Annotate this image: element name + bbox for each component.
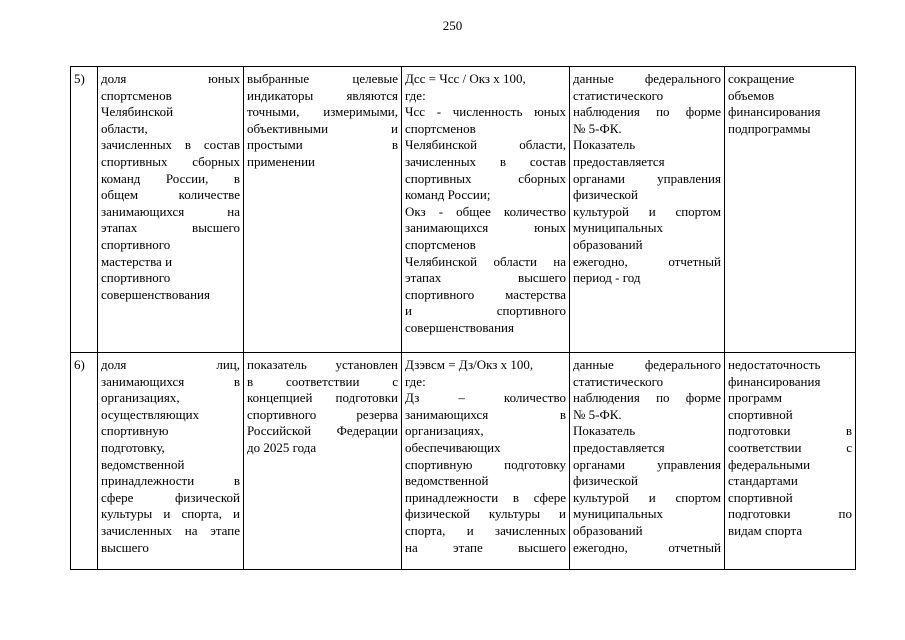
cell-line: Показатель bbox=[573, 137, 636, 153]
cell-line: спортивного резерва bbox=[247, 406, 398, 422]
source-cell bbox=[570, 353, 725, 570]
cell-line: стандартами bbox=[728, 473, 798, 489]
cell-line: подготовки в bbox=[728, 423, 852, 439]
cell-line: федеральными bbox=[728, 456, 811, 472]
cell-line: совершенствования bbox=[405, 319, 514, 335]
cell-line: Дсс = Чсс / Окз х 100, bbox=[405, 71, 526, 86]
cell-line: индикаторы являются bbox=[247, 87, 398, 103]
cell-line: до 2025 года bbox=[247, 439, 317, 455]
cell-line: физической bbox=[573, 187, 638, 203]
cell-line: доля лиц, bbox=[101, 357, 240, 372]
cell-line: образований bbox=[573, 522, 643, 538]
cell-line: зачисленных на этапе bbox=[101, 522, 240, 538]
cell-line: объективными и bbox=[247, 120, 398, 136]
table-row bbox=[71, 353, 856, 570]
cell-line: финансирования bbox=[728, 104, 821, 120]
row-number: 6) bbox=[71, 353, 98, 570]
cell-line: статистического bbox=[573, 87, 664, 103]
cell-line: соответствии с bbox=[728, 439, 852, 455]
cell-line: Челябинской bbox=[101, 104, 174, 120]
cell-line: предоставляется bbox=[573, 153, 665, 169]
cell-line: недостаточность bbox=[728, 357, 821, 372]
cell-line: выбранные целевые bbox=[247, 71, 398, 86]
cell-line: обеспечивающих bbox=[405, 439, 501, 455]
cell-line: общем количестве bbox=[101, 187, 240, 203]
cell-line: Окз - общее количество bbox=[405, 203, 566, 219]
cell-line: физической культуры и bbox=[405, 506, 566, 522]
cell-line: этапах высшего bbox=[101, 220, 240, 236]
indicator-cell bbox=[98, 67, 244, 353]
cell-line: этапах высшего bbox=[405, 270, 566, 286]
cell-line: принадлежности в сфере bbox=[405, 489, 566, 505]
cell-line: Челябинской области, bbox=[405, 137, 566, 153]
cell-line: где: bbox=[405, 87, 426, 103]
cell-line: команд России, в bbox=[101, 170, 240, 186]
cell-line: простыми в bbox=[247, 137, 398, 153]
cell-line: муниципальных bbox=[573, 220, 664, 236]
source-cell bbox=[570, 67, 725, 353]
cell-line: подготовку, bbox=[101, 439, 165, 455]
cell-line: Российской Федерации bbox=[247, 423, 398, 439]
cell-line: занимающихся юных bbox=[405, 220, 566, 236]
cell-line: программ bbox=[728, 390, 783, 406]
cell-line: принадлежности в bbox=[101, 473, 240, 489]
cell-line: спортивного bbox=[101, 270, 171, 286]
cell-line: финансирования bbox=[728, 373, 821, 389]
cell-line: занимающихся в bbox=[405, 406, 566, 422]
cell-line: период - год bbox=[573, 270, 641, 286]
cell-line: муниципальных bbox=[573, 506, 664, 522]
cell-line: сфере физической bbox=[101, 489, 240, 505]
cell-line: спортсменов bbox=[405, 120, 476, 136]
cell-line: команд России; bbox=[405, 187, 491, 203]
cell-line: ежегодно, отчетный bbox=[573, 253, 721, 269]
cell-line: подготовки по bbox=[728, 506, 852, 522]
cell-line: и спортивного bbox=[405, 303, 566, 319]
cell-line: культурой и спортом bbox=[573, 203, 721, 219]
row-number: 5) bbox=[71, 67, 98, 353]
indicators-table bbox=[70, 66, 856, 570]
cell-line: статистического bbox=[573, 373, 664, 389]
cell-line: органами управления bbox=[573, 456, 721, 472]
cell-line: мастерства и bbox=[101, 253, 173, 269]
cell-line: занимающихся в bbox=[101, 373, 240, 389]
cell-line: высшего bbox=[101, 539, 149, 555]
cell-line: организациях, bbox=[405, 423, 484, 439]
cell-line: данные федерального bbox=[573, 357, 721, 372]
cell-line: спорта, и зачисленных bbox=[405, 522, 566, 538]
rationale-cell bbox=[244, 353, 402, 570]
indicator-cell bbox=[98, 353, 244, 570]
cell-line: спортивных сборных bbox=[405, 170, 566, 186]
cell-line: где: bbox=[405, 373, 426, 389]
cell-line: подпрограммы bbox=[728, 120, 811, 136]
cell-line: наблюдения по форме bbox=[573, 390, 721, 406]
formula-cell bbox=[402, 67, 570, 353]
cell-line: Показатель bbox=[573, 423, 636, 439]
cell-line: физической bbox=[573, 473, 638, 489]
cell-line: спортивных сборных bbox=[101, 153, 240, 169]
cell-line: области, bbox=[101, 120, 148, 136]
cell-line: спортивного bbox=[101, 236, 171, 252]
cell-line: спортивную bbox=[101, 423, 169, 439]
risk-cell bbox=[725, 353, 856, 570]
cell-line: спортивную подготовку bbox=[405, 456, 566, 472]
cell-line: спортсменов bbox=[405, 236, 476, 252]
cell-line: образований bbox=[573, 236, 643, 252]
cell-line: занимающихся на bbox=[101, 203, 240, 219]
cell-line: ежегодно, отчетный bbox=[573, 539, 721, 555]
cell-line: в соответствии с bbox=[247, 373, 398, 389]
cell-line: сокращение bbox=[728, 71, 795, 86]
cell-line: Дзэвсм = Дз/Окз х 100, bbox=[405, 357, 534, 372]
cell-line: Чсс - численность юных bbox=[405, 104, 566, 120]
cell-line: Дз – количество bbox=[405, 390, 566, 406]
cell-line: концепцией подготовки bbox=[247, 390, 398, 406]
cell-line: видам спорта bbox=[728, 522, 803, 538]
cell-line: совершенствования bbox=[101, 286, 210, 302]
cell-line: объемов bbox=[728, 87, 775, 103]
cell-line: Челябинской области на bbox=[405, 253, 566, 269]
cell-line: спортивной bbox=[728, 489, 793, 505]
cell-line: ведомственной bbox=[101, 456, 185, 472]
cell-line: осуществляющих bbox=[101, 406, 200, 422]
cell-line: спортсменов bbox=[101, 87, 172, 103]
cell-line: показатель установлен bbox=[247, 357, 398, 372]
rationale-cell bbox=[244, 67, 402, 353]
cell-line: культуры и спорта, и bbox=[101, 506, 240, 522]
formula-cell bbox=[402, 353, 570, 570]
cell-line: доля юных bbox=[101, 71, 240, 86]
cell-line: зачисленных в состав bbox=[405, 153, 566, 169]
cell-line: зачисленных в состав bbox=[101, 137, 240, 153]
cell-line: № 5-ФК. bbox=[573, 406, 622, 422]
cell-line: ведомственной bbox=[405, 473, 489, 489]
cell-line: наблюдения по форме bbox=[573, 104, 721, 120]
table-row bbox=[71, 67, 856, 353]
risk-cell bbox=[725, 67, 856, 353]
cell-line: спортивной bbox=[728, 406, 793, 422]
cell-line: органами управления bbox=[573, 170, 721, 186]
cell-line: спортивного мастерства bbox=[405, 286, 566, 302]
cell-line: культурой и спортом bbox=[573, 489, 721, 505]
cell-line: применении bbox=[247, 153, 316, 169]
cell-line: предоставляется bbox=[573, 439, 665, 455]
cell-line: организациях, bbox=[101, 390, 180, 406]
cell-line: на этапе высшего bbox=[405, 539, 566, 555]
cell-line: № 5-ФК. bbox=[573, 120, 622, 136]
cell-line: данные федерального bbox=[573, 71, 721, 86]
page-number: 250 bbox=[442, 18, 463, 33]
cell-line: точными, измеримыми, bbox=[247, 104, 398, 120]
